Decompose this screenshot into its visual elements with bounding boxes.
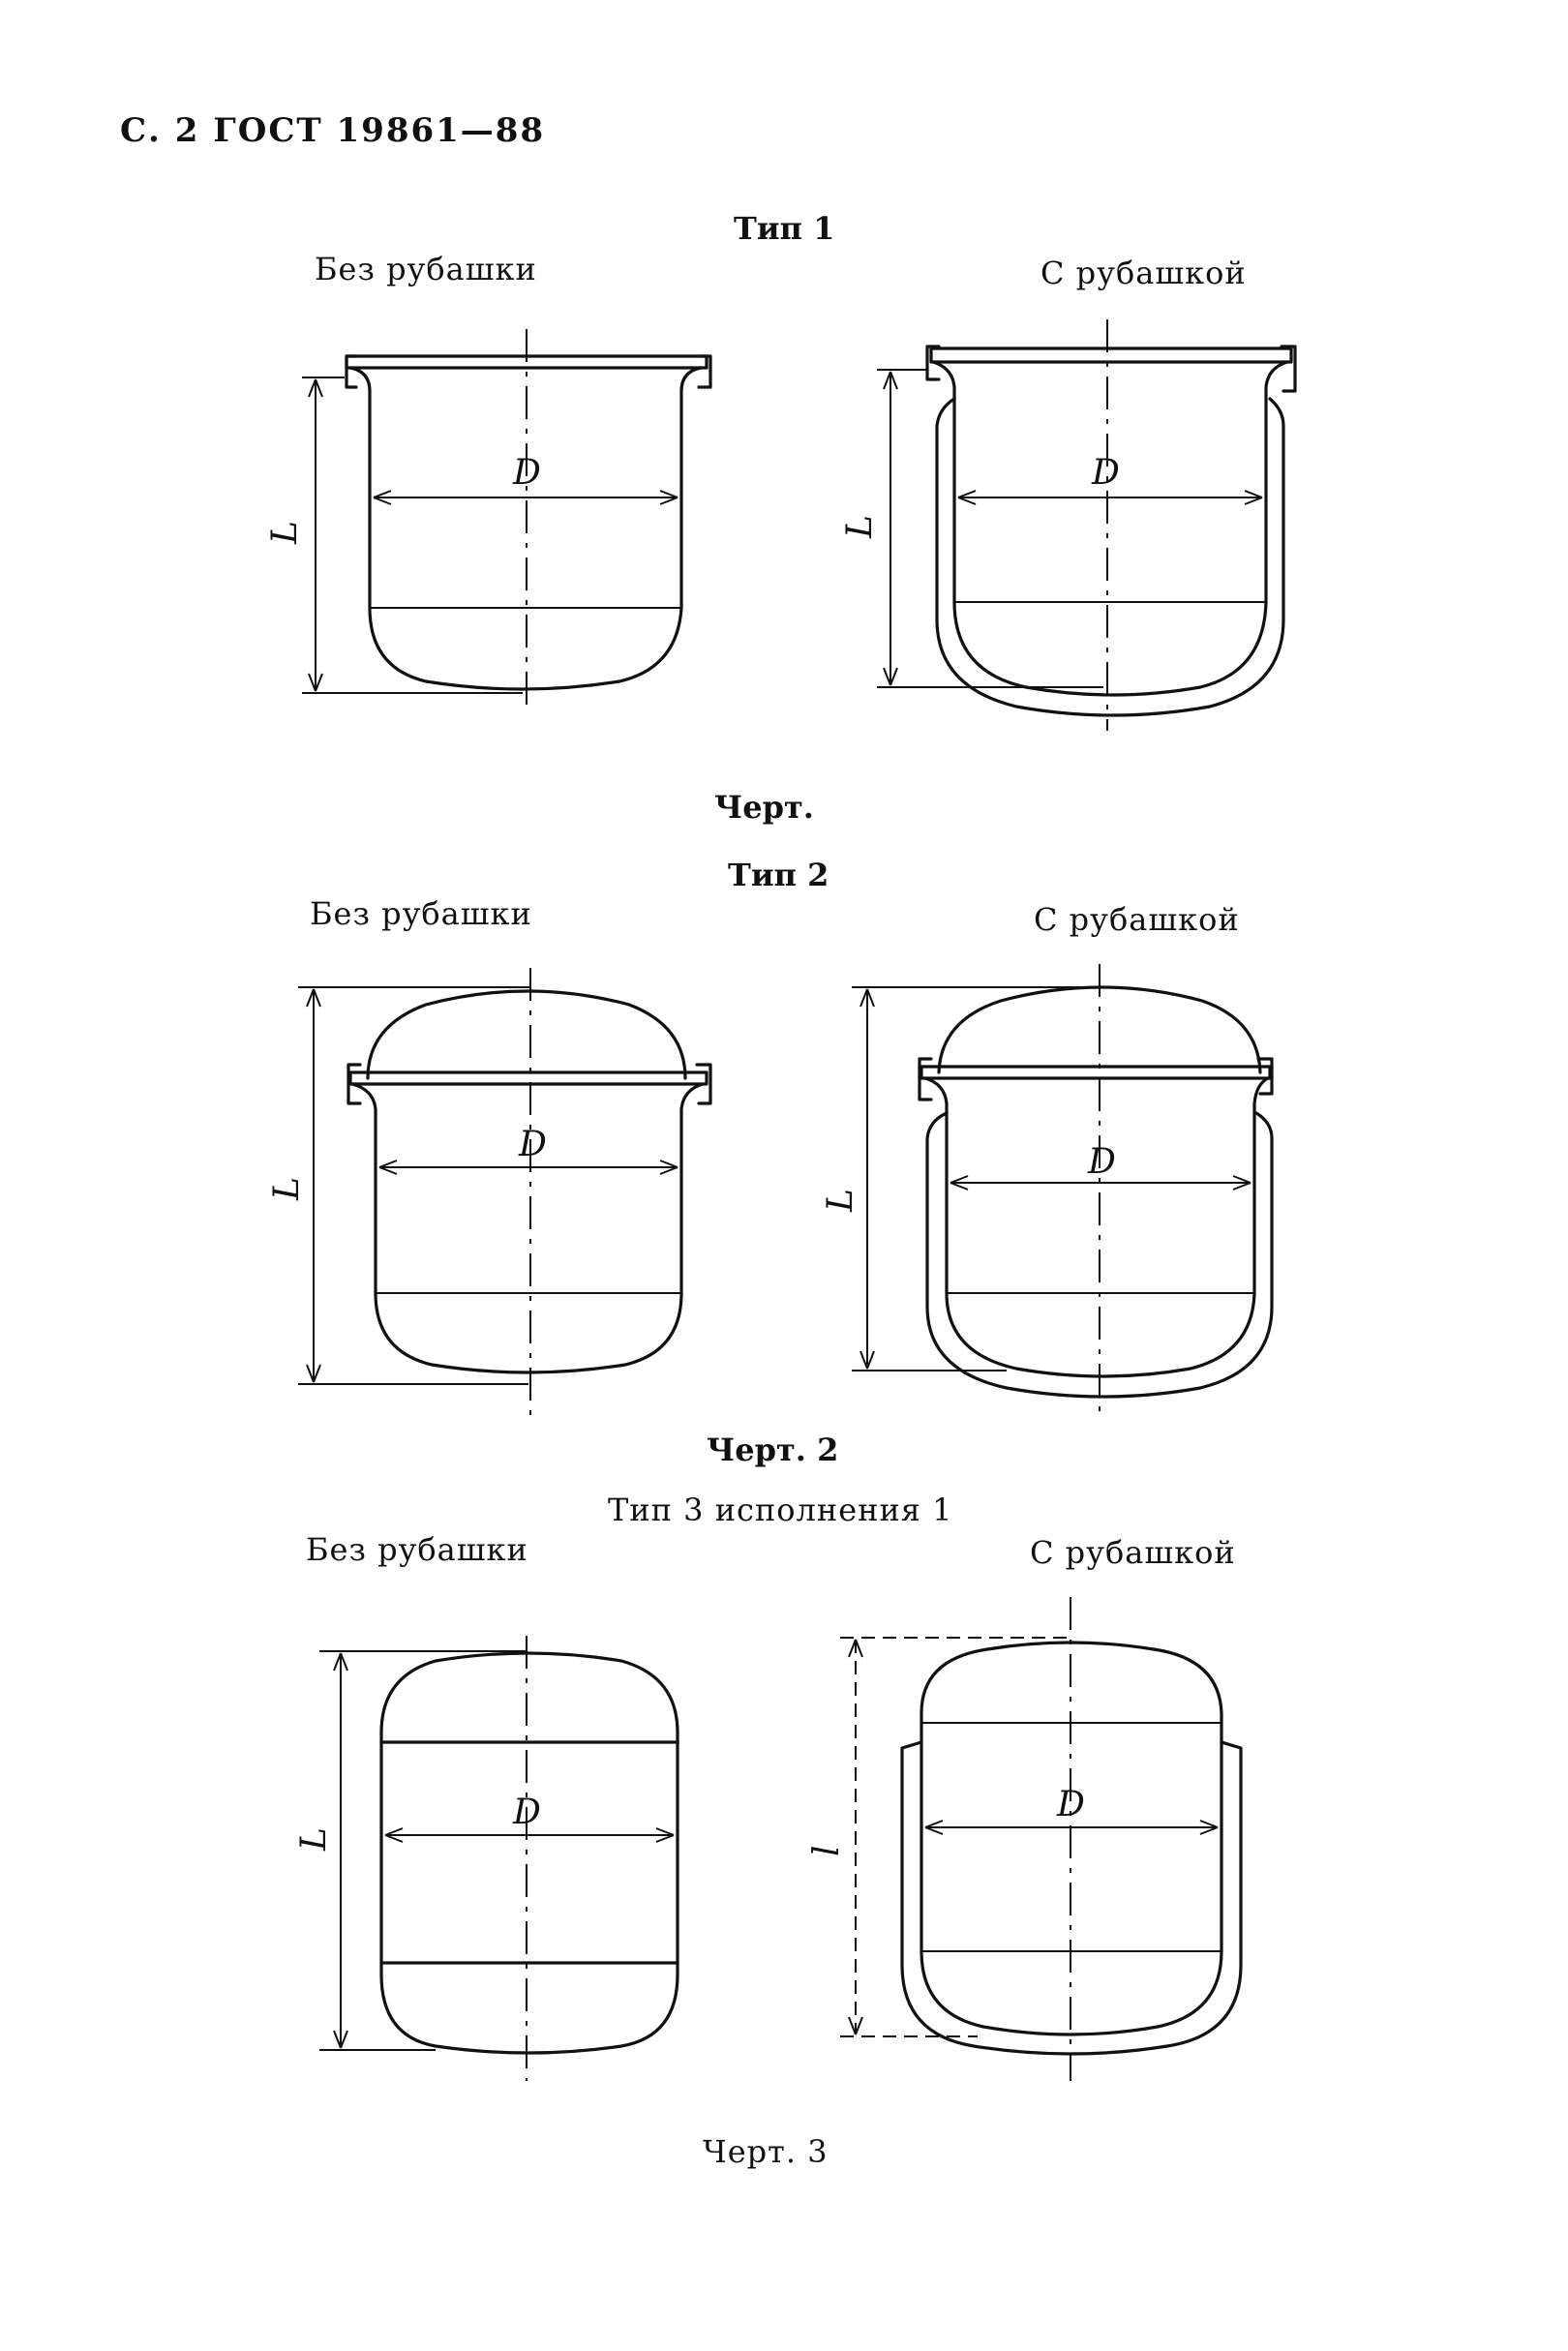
figure-2-caption: Черт. 2 (707, 1432, 839, 1468)
dim-d-label: D (1088, 1142, 1116, 1182)
jacket-shell (937, 399, 1283, 715)
vessel-lid (368, 991, 685, 1078)
type-1-right-label: С рубашкой (1040, 255, 1247, 291)
dim-l-label: L (267, 1177, 307, 1200)
vessel-body (925, 1078, 1268, 1376)
dim-l-label: L (840, 515, 880, 538)
dim-l-label: L (294, 1827, 334, 1851)
vessel-type1-no-jacket (265, 329, 710, 711)
figure-3-caption: Черт. 3 (703, 2133, 829, 2170)
vessel-top-head (381, 1653, 678, 1742)
dim-l-label: L (265, 521, 305, 544)
vessel-shell (381, 1742, 678, 1963)
dim-d-label: D (513, 453, 541, 493)
dim-d-label: D (513, 1793, 541, 1832)
type-3-title: Тип 3 исполнения 1 (608, 1492, 953, 1528)
dim-d-label: D (1057, 1785, 1085, 1824)
vessel-bottom-head (381, 1963, 678, 2053)
dim-l-label: l (807, 1845, 847, 1856)
dim-d-label: D (1092, 453, 1120, 493)
type-1-title: Тип 1 (734, 210, 835, 247)
figure-1-caption: Черт. (714, 789, 814, 826)
type-3-left-label: Без рубашки (306, 1531, 528, 1568)
type-3-right-label: С рубашкой (1030, 1534, 1236, 1571)
vessel-flange (921, 1067, 1270, 1078)
type-2-title: Тип 2 (728, 857, 829, 893)
dim-d-label: D (519, 1125, 547, 1164)
type-2-right-label: С рубашкой (1034, 901, 1240, 938)
vessel-type2-with-jacket (821, 964, 1272, 1413)
vessel-body (933, 362, 1287, 695)
flange-clamp-left (347, 356, 356, 387)
type-2-left-label: Без рубашки (310, 895, 532, 932)
flange-clamp-right (1282, 347, 1295, 391)
vessel-type3-no-jacket (294, 1636, 678, 2081)
vessel-type1-with-jacket (840, 319, 1295, 731)
vessel-flange (931, 348, 1291, 362)
flange-clamp-right (699, 356, 710, 387)
page-header: С. 2 ГОСТ 19861—88 (120, 111, 546, 150)
vessel-type2-no-jacket (267, 968, 710, 1421)
dim-l-label: L (821, 1189, 860, 1212)
vessel-flange (350, 1072, 707, 1084)
vessel-type3-with-jacket (807, 1597, 1241, 2081)
type-1-left-label: Без рубашки (315, 251, 537, 287)
